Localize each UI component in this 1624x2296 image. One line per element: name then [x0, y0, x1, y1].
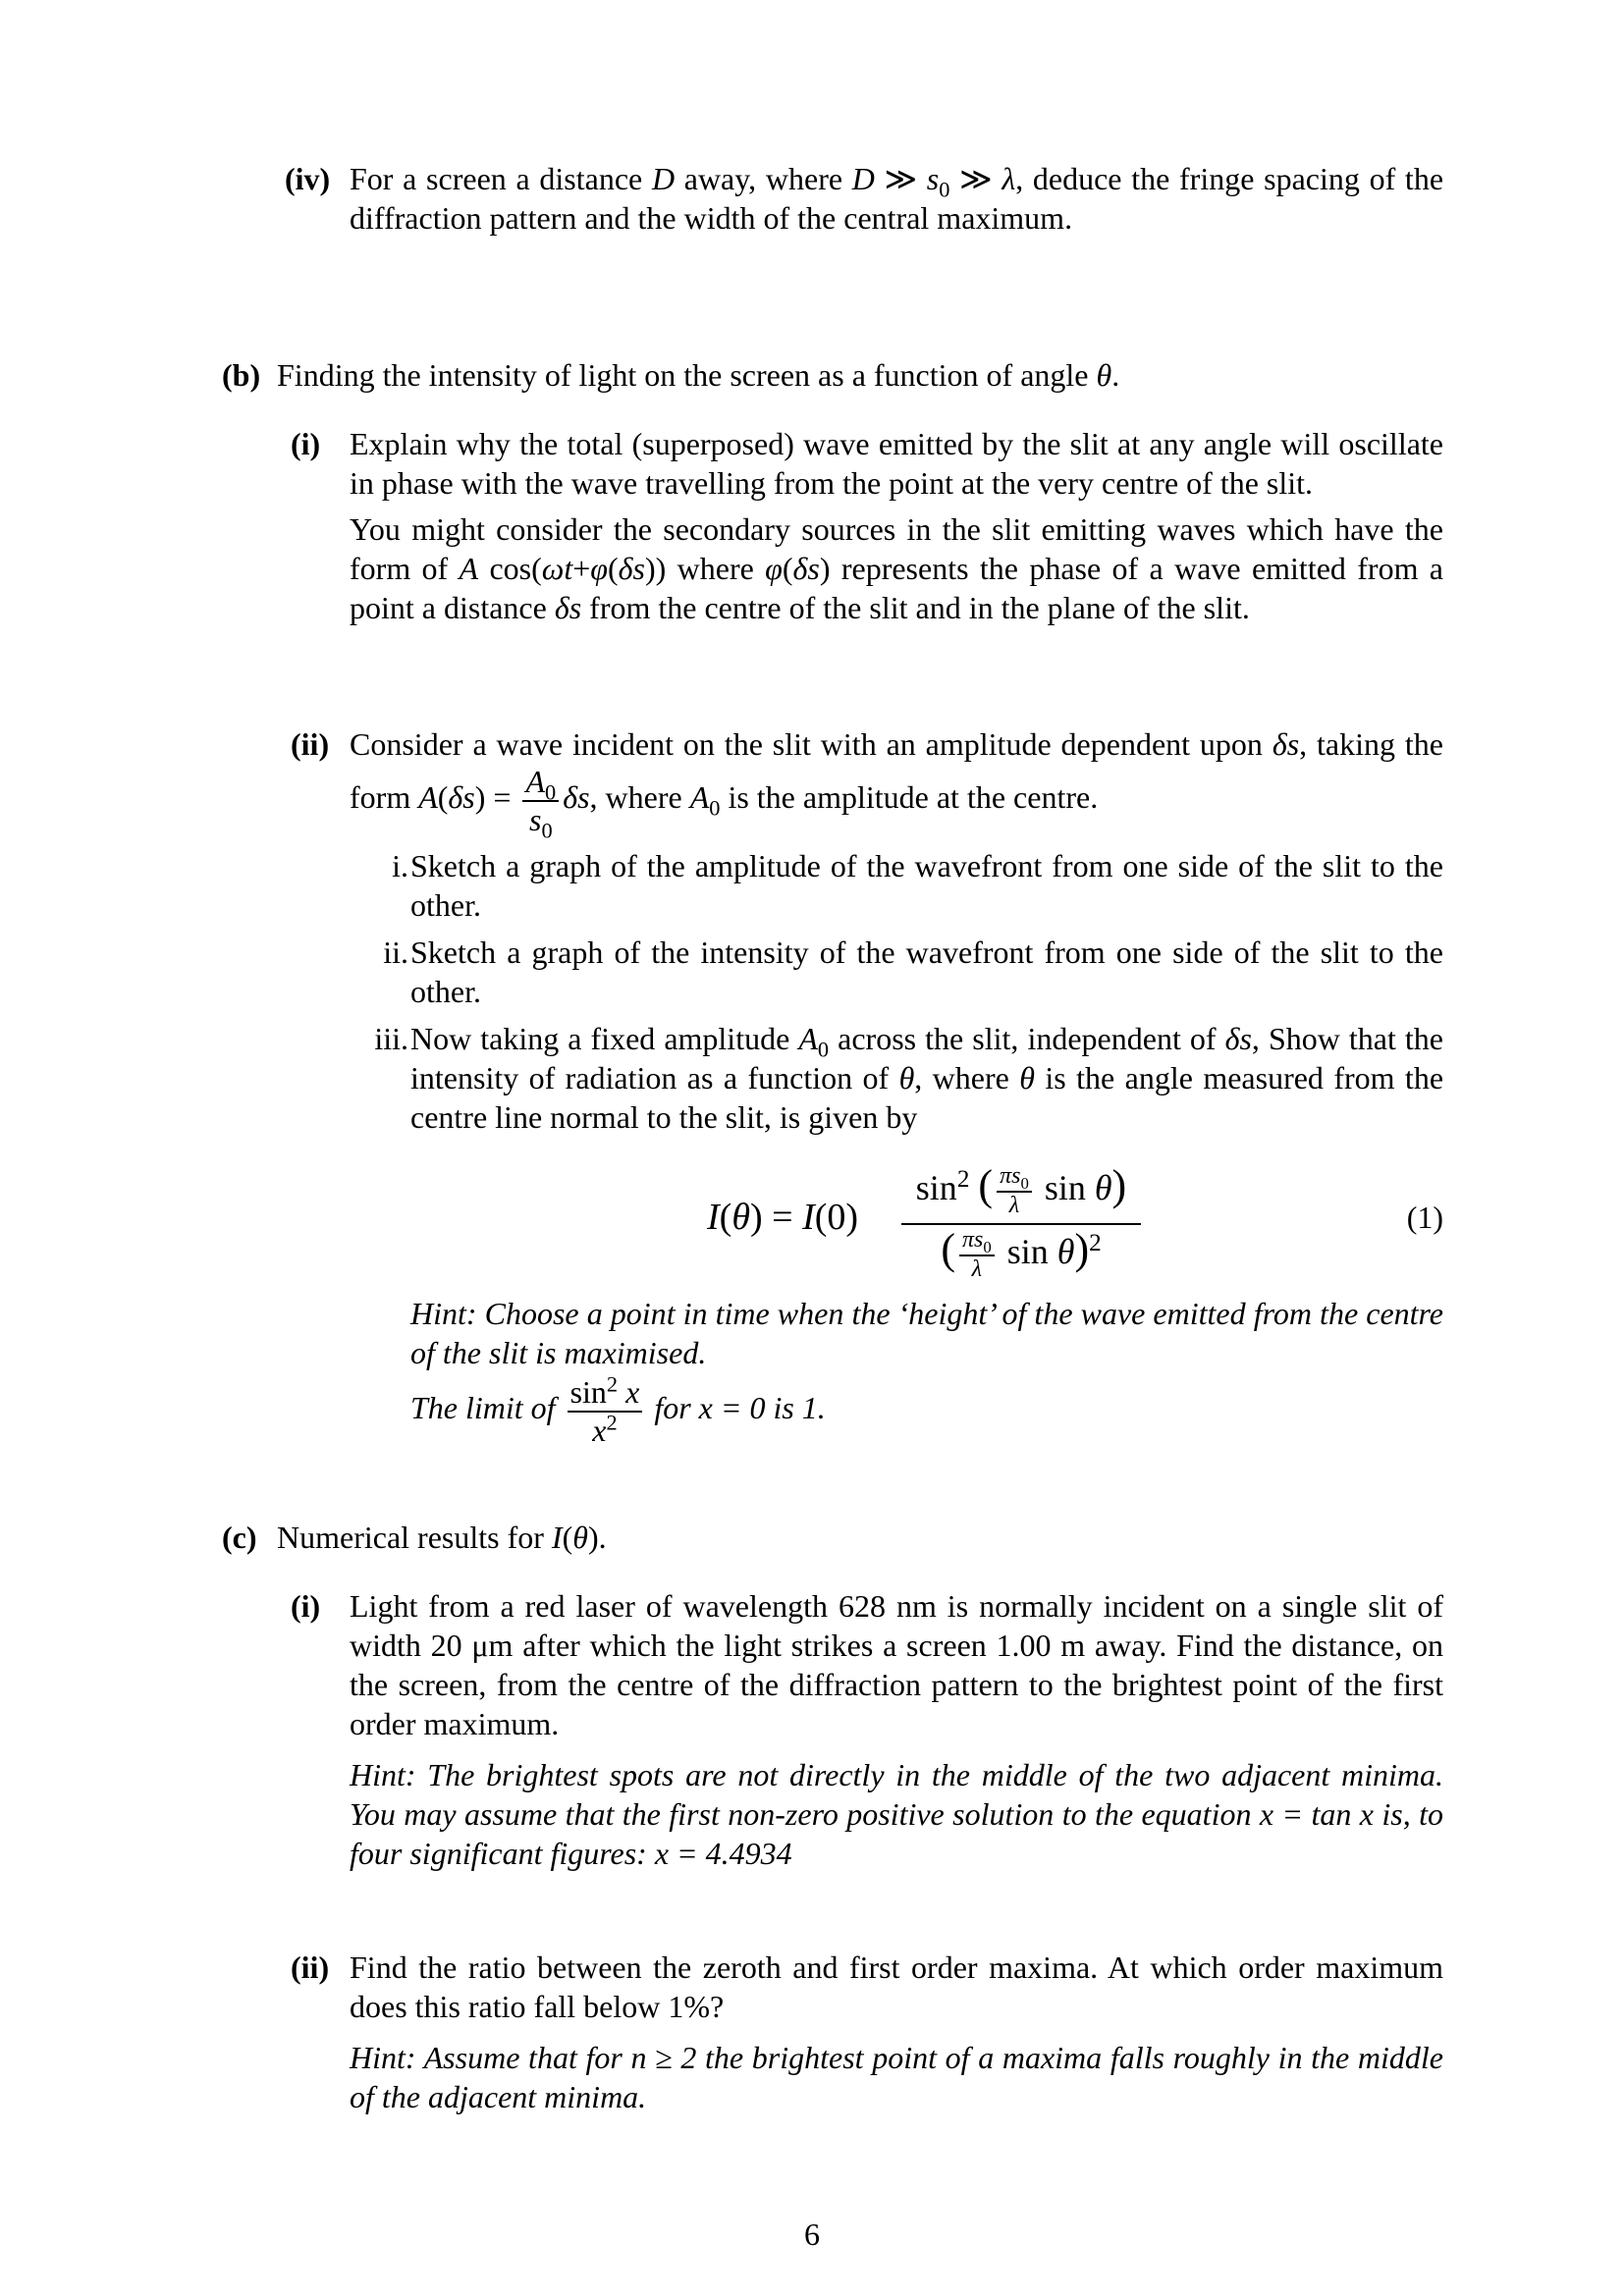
- question-b-i: [291, 424, 1443, 627]
- question-c-i: [291, 1586, 1443, 1873]
- hint-c-i: Hint: The brightest spots are not directly in the middle of the two adjacent minima. You may assume that the first non-zero positive solution to the equation x = tan x is, to four significant figures: x = 4.4934: [350, 1757, 1443, 1871]
- question-c-ii-text: Find the ratio between the zeroth and first order maxima. At which order maximum does this ratio fall below 1%?: [350, 1949, 1443, 2024]
- list-item-text: Sketch a graph of the amplitude of the wavefront from one side of the slit to the other.: [410, 848, 1443, 923]
- question-c-ii: [291, 1948, 1443, 2116]
- equation-number: (1): [1406, 1200, 1443, 1235]
- question-a-iv-label: (iv): [285, 161, 331, 196]
- limit-note: The limit of $\frac{\sin^2 x}{x^2}$ for x = 0 is 1.: [410, 1371, 826, 1448]
- question-c-i-label: (i): [291, 1588, 321, 1624]
- question-c-i-text: Light from a red laser of wavelength 628 nm is normally incident on a single slit of width 20 μm after which the light strikes a screen 1.00 m away. Find the distance, on the screen, from the centre of the diffraction pattern to the brightest point of the first order maximum.: [350, 1588, 1443, 1741]
- list-item-label: ii.: [383, 934, 408, 970]
- list-item-label: iii.: [374, 1021, 408, 1056]
- list-item-text: Now taking a fixed amplitude $A_0$ across the slit, independent of δs, Show that the intensity of radiation as a function of θ, where θ is the angle measured from the centre line normal to the slit, is given by: [410, 1021, 1444, 1135]
- part-b-title: Finding the intensity of light on the screen as a function of angle θ.: [277, 357, 1120, 393]
- question-a-iv-text: For a screen a distance D away, where D ≫ $s_0$ ≫ λ, deduce the fringe spacing of the diffraction pattern and the width of the central maximum.: [350, 161, 1444, 236]
- part-b-heading: [222, 355, 1449, 395]
- question-c-ii-label: (ii): [291, 1949, 330, 1985]
- question-b-ii-label: (ii): [291, 726, 330, 762]
- amplitude-fraction: $\frac{A_0}{s_0}$: [522, 764, 559, 838]
- intensity-equation: I(θ) = I(0) $\sin^2$ ( $\frac{\pi s_0}{\lambda}$ sin θ) ( $\frac{\pi s_0}{\lambda}$ sin θ)$^2$: [707, 1162, 1218, 1280]
- hint-b: Hint: Choose a point in time when the ‘height’ of the wave emitted from the centre of the slit is maximised.: [410, 1296, 1443, 1370]
- part-c-heading: [222, 1518, 1449, 1557]
- page-number: 6: [804, 2216, 820, 2252]
- list-item: [359, 933, 1443, 1011]
- limit-fraction: $\frac{\sin^2 x}{x^2}$: [568, 1374, 643, 1449]
- list-item: [359, 1019, 1443, 1137]
- list-item-label: i.: [392, 848, 408, 883]
- question-b-ii: [291, 724, 1443, 843]
- part-c-label: (c): [222, 1520, 257, 1555]
- question-b-i-note: You might consider the secondary sources in the slit emitting waves which have the form of A cos(ωt+φ(δs)) where φ(δs) represents the phase of a wave emitted from a point a distance δs from the centre of the slit and in the plane of the slit.: [350, 511, 1443, 625]
- question-b-i-text: Explain why the total (superposed) wave emitted by the slit at any angle will oscillate in phase with the wave travelling from the point at the very centre of the slit.: [350, 426, 1443, 501]
- question-b-ii-text: Consider a wave incident on the slit with an amplitude dependent upon δs, taking the form A(δs) = $\frac{A_0}{s_0}$ δs, where $A_0$ is the amplitude at the centre.: [350, 726, 1443, 843]
- hint-c-ii: Hint: Assume that for n ≥ 2 the brightest point of a maxima falls roughly in the middle of the adjacent minima.: [350, 2040, 1443, 2114]
- question-a-iv: [285, 159, 1443, 238]
- list-item-text: Sketch a graph of the intensity of the wavefront from one side of the slit to the other.: [410, 934, 1443, 1009]
- part-c-title: Numerical results for I(θ).: [277, 1520, 607, 1555]
- part-b-label: (b): [222, 357, 261, 393]
- question-b-i-label: (i): [291, 426, 321, 461]
- list-item: [359, 846, 1443, 925]
